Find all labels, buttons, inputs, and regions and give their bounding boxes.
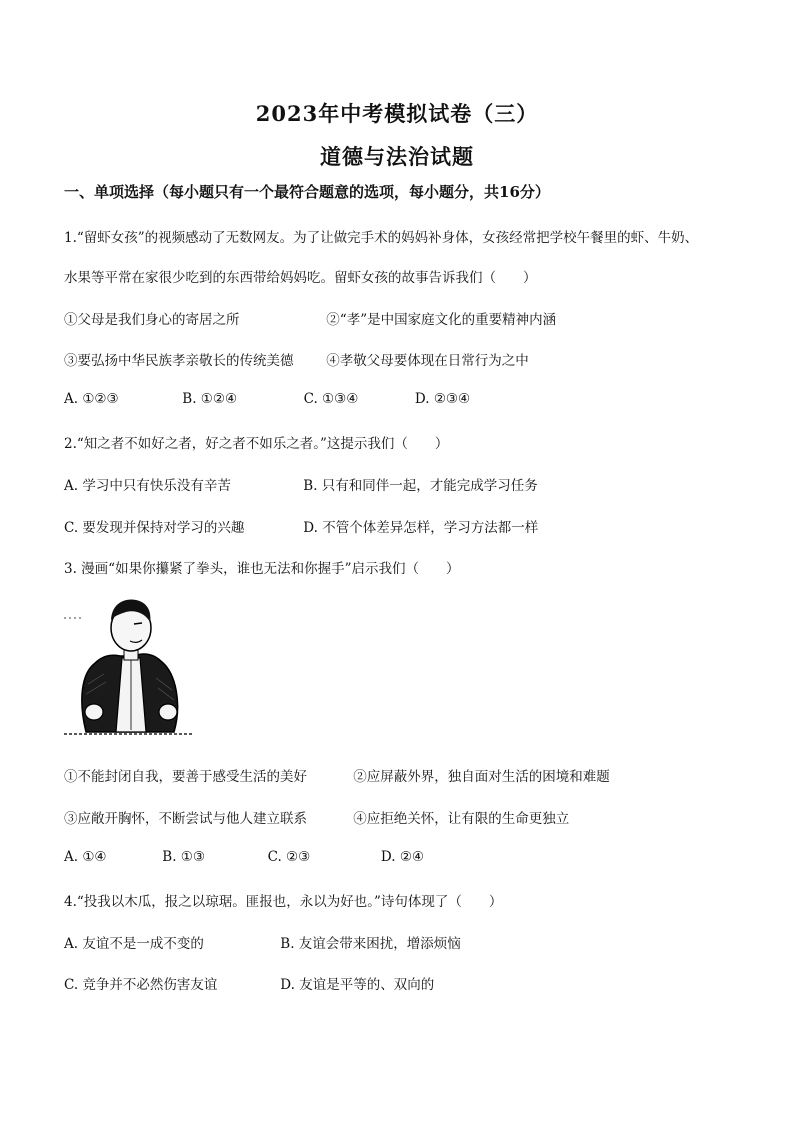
q3-options [64,849,424,865]
q1-statement-1: ①父母是我们身心的寄居之所 [64,312,240,328]
q3-option-d: D. ②④ [380,849,425,865]
q3-statements-row2 [64,807,569,827]
q3-statements-row1 [64,765,610,785]
q3-option-b: B. ①③ [162,849,206,865]
q1-option-d: D. ②③④ [414,391,471,407]
q2-option-b: B. 只有和同伴一起，才能完成学习任务 [303,478,538,494]
section-heading: 一、单项选择（每小题只有一个最符合题意的选项，每小题分，共16分） [64,183,550,201]
q1-statement-3: ③要弘扬中华民族孝亲敬长的传统美德 [64,353,294,369]
cartoon-illustration [64,594,194,739]
q4-options-row1 [64,932,461,952]
q2-options-row2 [64,516,538,536]
q1-stem-line1: 1.“留虾女孩”的视频感动了无数网友。为了让做完手术的妈妈补身体，女孩经常把学校午餐里的虾、牛奶、 [64,230,699,246]
q4-options-row2 [64,973,434,993]
q4-option-d: D. 友谊是平等的、双向的 [280,977,435,993]
q1-statements-row1 [64,308,556,328]
q2-options-row1 [64,474,538,494]
q3-stem: 3. 漫画“如果你攥紧了拳头，谁也无法和你握手”启示我们（ ） [64,561,460,577]
q4-option-a: A. 友谊不是一成不变的 [64,936,204,952]
q3-option-c: C. ②③ [267,849,311,865]
q2-option-d: D. 不管个体差异怎样，学习方法都一样 [303,520,539,536]
q1-option-b: B. ①②④ [182,391,238,407]
q1-options [64,391,470,407]
q3-statement-4: ④应拒绝关怀，让有限的生命更独立 [353,811,570,827]
q2-stem: 2.“知之者不如好之者，好之者不如乐之者。”这提示我们（ ） [64,436,449,452]
q4-option-c: C. 竞争并不必然伤害友谊 [64,977,218,993]
q3-statement-1: ①不能封闭自我，要善于感受生活的美好 [64,769,307,785]
q2-option-c: C. 要发现并保持对学习的兴趣 [64,520,245,536]
q1-statement-2: ②“孝”是中国家庭文化的重要精神内涵 [326,312,557,328]
q2-option-a: A. 学习中只有快乐没有辛苦 [64,478,231,494]
q3-option-a: A. ①④ [64,849,107,865]
q4-stem: 4.“投我以木瓜，报之以琼琚。匪报也，永以为好也。”诗句体现了（ ） [64,894,503,910]
q4-option-b: B. 友谊会带来困扰，增添烦恼 [280,936,461,952]
exam-title: 2023年中考模拟试卷（三） [255,101,539,126]
q3-statement-2: ②应屏蔽外界，独自面对生活的困境和难题 [353,769,610,785]
q1-option-a: A. ①②③ [64,391,119,407]
q1-statement-4: ④孝敬父母要体现在日常行为之中 [326,353,529,369]
q3-statement-3: ③应敞开胸怀，不断尝试与他人建立联系 [64,811,307,827]
exam-subtitle: 道德与法治试题 [320,144,474,169]
q1-option-c: C. ①③④ [303,391,359,407]
q1-statements-row2 [64,349,529,369]
q1-stem-line2: 水果等平常在家很少吃到的东西带给妈妈吃。留虾女孩的故事告诉我们（ ） [64,270,537,286]
cartoon-clenched-fist-man [64,594,194,739]
